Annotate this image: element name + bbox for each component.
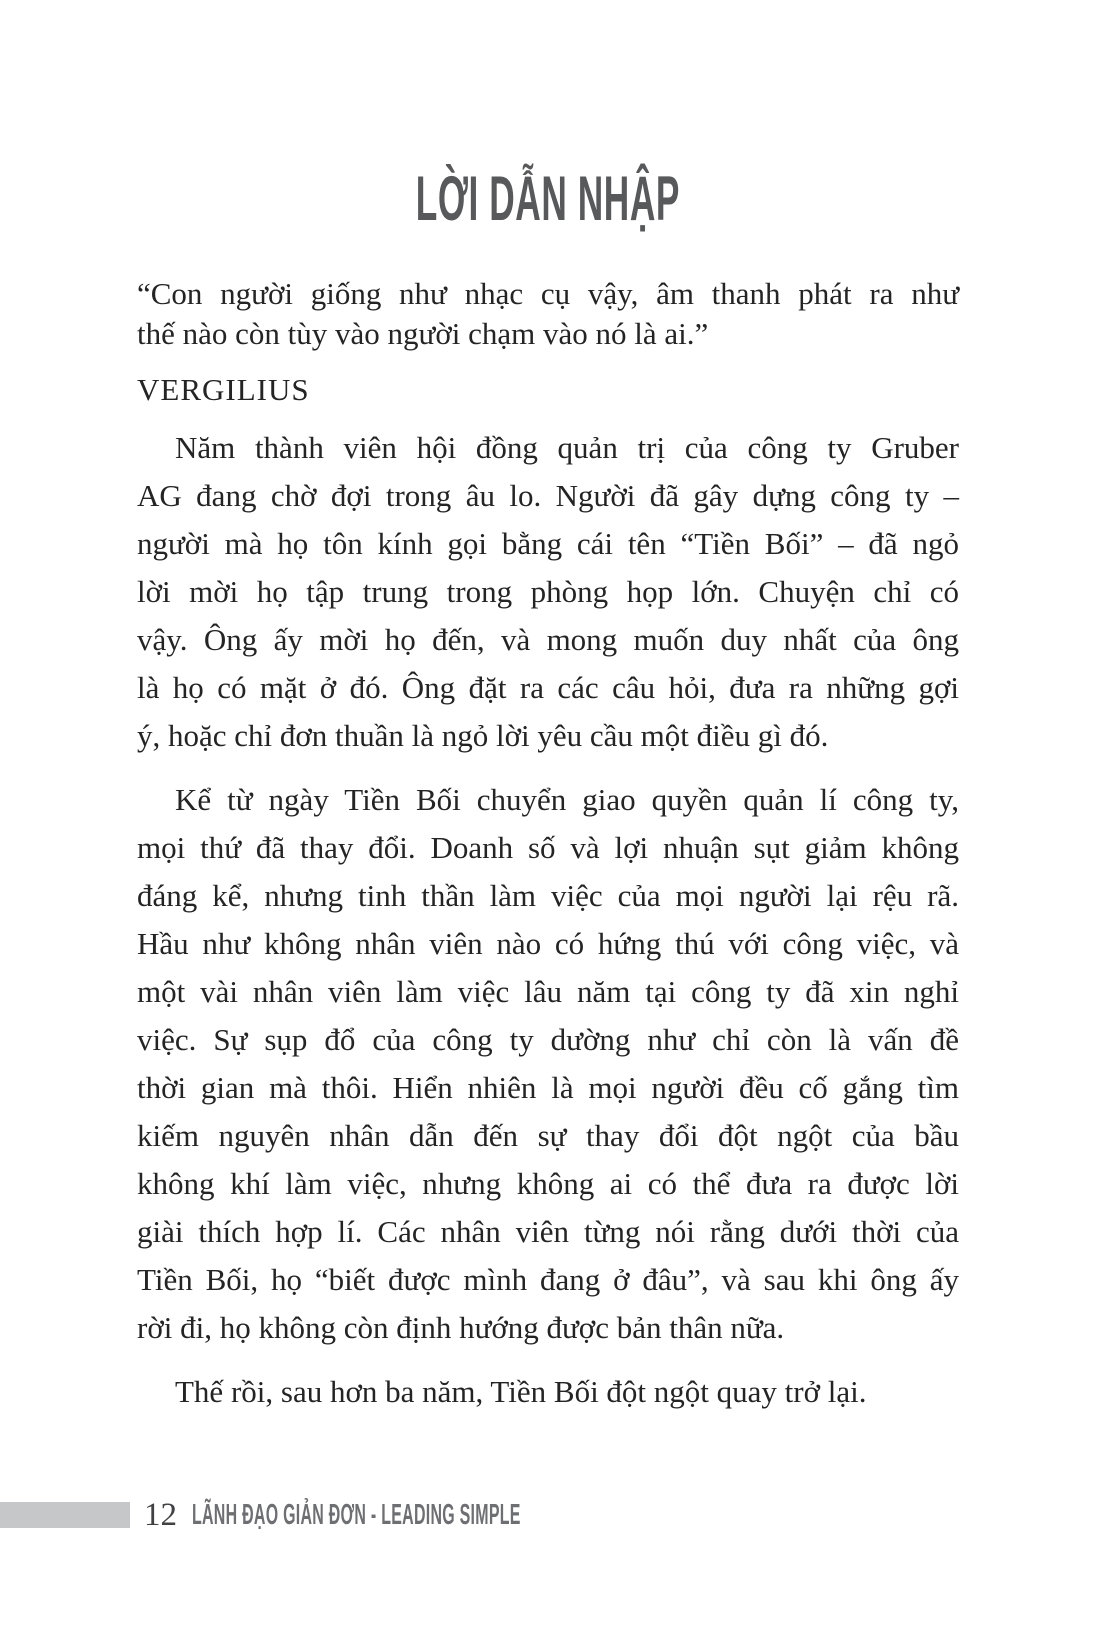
- text-line: ý, hoặc chỉ đơn thuần là ngỏ lời yêu cầu một điều gì đó.: [137, 718, 829, 753]
- body-text: [137, 424, 959, 1432]
- text-line: việc. Sự sụp đổ của công ty dường như chỉ còn là vấn đề: [137, 1022, 959, 1057]
- text-line: người mà họ tôn kính gọi bằng cái tên “Tiền Bối” – đã ngỏ: [137, 526, 959, 561]
- page-footer: [0, 1496, 1095, 1533]
- text-line: AG đang chờ đợi trong âu lo. Người đã gây dựng công ty –: [137, 478, 959, 513]
- running-title-text: LÃNH ĐẠO GIẢN ĐƠN - LEADING SIMPLE: [192, 1498, 521, 1531]
- paragraph: [137, 1368, 959, 1416]
- text-line: giài thích hợp lí. Các nhân viên từng nói rằng dưới thời của: [137, 1214, 959, 1249]
- text-line: Hầu như không nhân viên nào có hứng thú với công việc, và: [137, 926, 959, 961]
- text-line: lời mời họ tập trung trong phòng họp lớn. Chuyện chỉ có: [137, 574, 959, 609]
- text-line: mọi thứ đã thay đổi. Doanh số và lợi nhuận sụt giảm không: [137, 830, 959, 865]
- paragraph: [137, 424, 959, 760]
- epigraph-quote: [137, 274, 959, 410]
- text-line: Tiền Bối, họ “biết được mình đang ở đâu”, và sau khi ông ấy: [137, 1262, 959, 1297]
- text-line: Kể từ ngày Tiền Bối chuyển giao quyền quản lí công ty,: [175, 782, 959, 817]
- text-line: đáng kể, nhưng tinh thần làm việc của mọi người lại rệu rã.: [137, 878, 959, 913]
- text-line: là họ có mặt ở đó. Ông đặt ra các câu hỏi, đưa ra những gợi: [137, 670, 959, 705]
- text-line: một vài nhân viên làm việc lâu năm tại công ty đã xin nghỉ: [137, 974, 959, 1009]
- chapter-title-text: LỜI DẪN NHẬP: [415, 164, 680, 234]
- text-line: thế nào còn tùy vào người chạm vào nó là ai.”: [137, 316, 709, 351]
- text-line: Thế rồi, sau hơn ba năm, Tiền Bối đột ngột quay trở lại.: [175, 1374, 867, 1409]
- text-line: “Con người giống như nhạc cụ vậy, âm thanh phát ra như: [137, 276, 959, 311]
- running-title: [192, 1499, 790, 1532]
- quote-paragraph: [137, 274, 959, 354]
- page-number: 12: [144, 1496, 177, 1533]
- text-line: vậy. Ông ấy mời họ đến, và mong muốn duy nhất của ông: [137, 622, 959, 657]
- text-line: rời đi, họ không còn định hướng được bản thân nữa.: [137, 1310, 785, 1345]
- text-line: kiếm nguyên nhân dẫn đến sự thay đổi đột ngột của bầu: [137, 1118, 959, 1153]
- paragraph: [137, 776, 959, 1352]
- text-line: không khí làm việc, nhưng không ai có thể đưa ra được lời: [137, 1166, 959, 1201]
- text-line: Năm thành viên hội đồng quản trị của công ty Gruber: [175, 430, 959, 465]
- text-line: thời gian mà thôi. Hiển nhiên là mọi người đều cố gắng tìm: [137, 1070, 959, 1105]
- chapter-title: [0, 156, 1095, 242]
- footer-accent-bar: [0, 1502, 130, 1528]
- quote-attribution: VERGILIUS: [137, 372, 310, 407]
